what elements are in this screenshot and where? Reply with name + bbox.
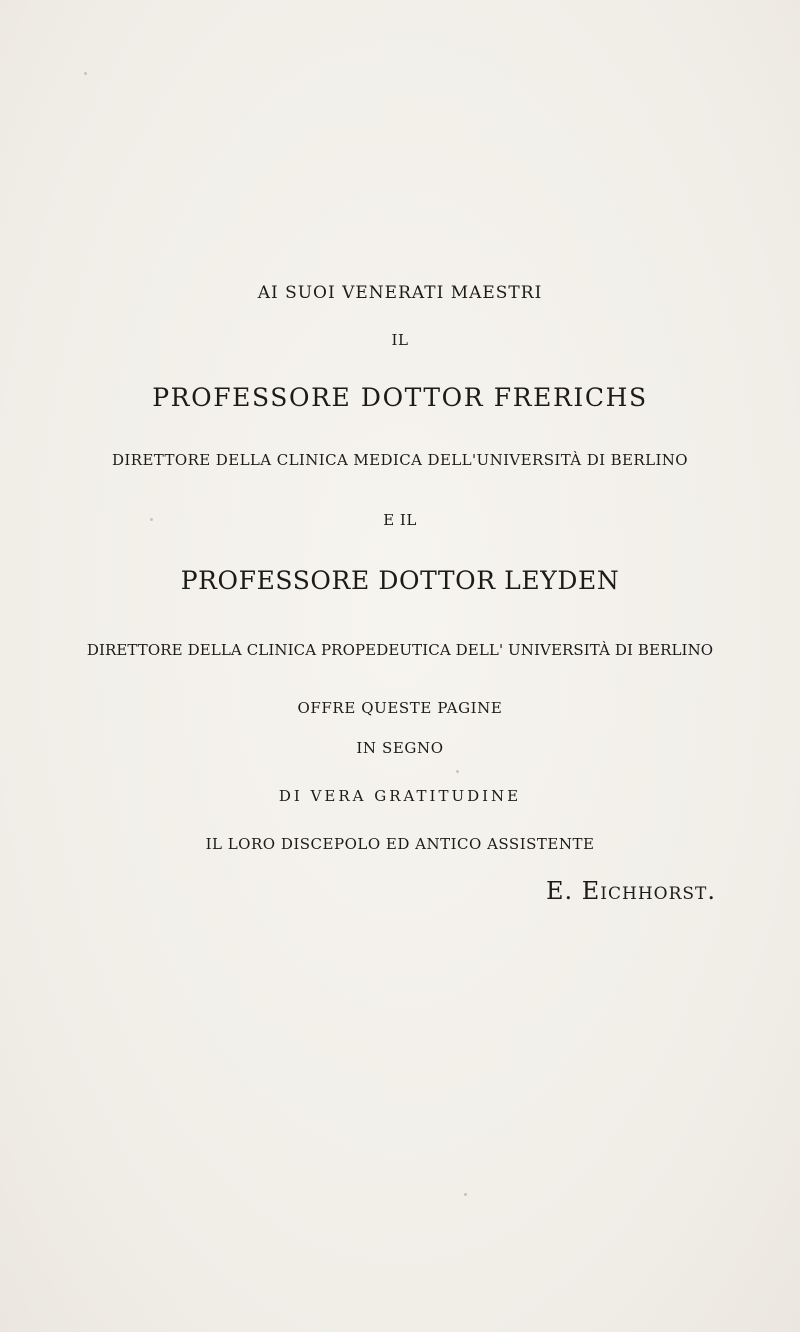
paper-speck: [84, 72, 87, 75]
paper-speck: [464, 1193, 467, 1196]
author-signature: [546, 879, 716, 903]
paper-speck: [150, 518, 153, 521]
article-il: IL: [391, 331, 409, 349]
conjunction-e-il: E IL: [383, 511, 417, 529]
offer-line-4: IL LORO DISCEPOLO ED ANTICO ASSISTENTE: [205, 835, 595, 853]
professor-leyden-title: DIRETTORE DELLA CLINICA PROPEDEUTICA DELL' UNIVERSITÀ DI BERLINO: [86, 641, 714, 659]
offer-line-1: OFFRE QUESTE PAGINE: [297, 699, 503, 717]
offer-line-2: IN SEGNO: [356, 739, 444, 757]
professor-frerichs-title: DIRETTORE DELLA CLINICA MEDICA DELL'UNIVERSITÀ DI BERLINO: [112, 451, 688, 469]
paper-speck: [456, 770, 459, 773]
dedication-heading: AI SUOI VENERATI MAESTRI: [257, 283, 543, 303]
professor-leyden-name: PROFESSORE DOTTOR LEYDEN: [180, 566, 620, 595]
offer-line-3: DI VERA GRATITUDINE: [278, 787, 522, 805]
professor-frerichs-name: PROFESSORE DOTTOR FRERICHS: [152, 383, 648, 412]
signature-text: E. Eichhorst.: [545, 877, 716, 905]
